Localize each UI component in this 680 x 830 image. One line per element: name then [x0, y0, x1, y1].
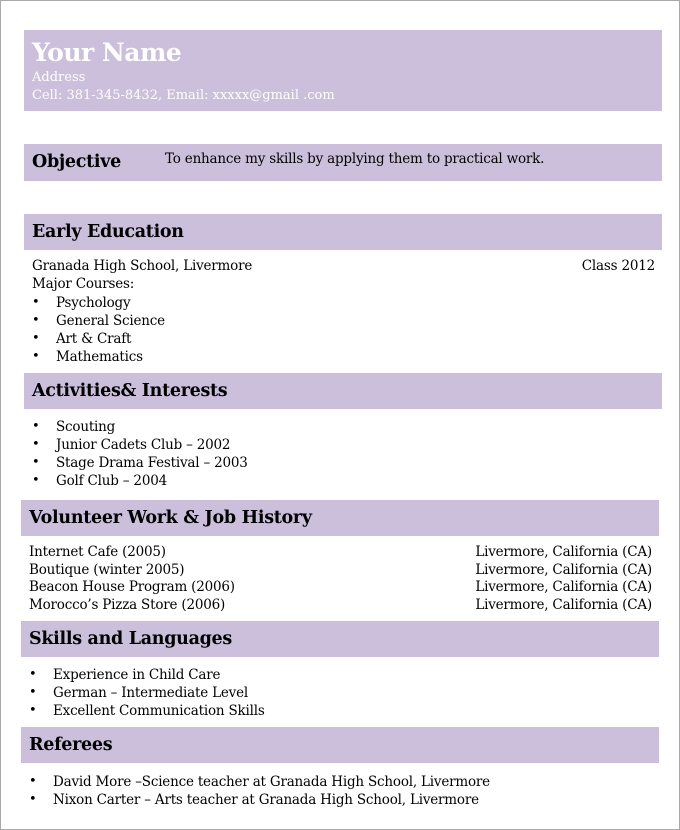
list-item: • Scouting [32, 418, 248, 436]
contact-line: Cell: 381-345-8432, Email: xxxxx@gmail .com [32, 88, 335, 103]
table-row [29, 597, 652, 615]
job-place: Internet Cafe (2005) [29, 544, 166, 560]
table-row [29, 544, 652, 562]
list-item: • Junior Cadets Club – 2002 [32, 436, 248, 454]
courses-list [32, 294, 165, 366]
list-item: • Experience in Child Care [29, 666, 265, 684]
referees-title: Referees [29, 735, 113, 755]
list-item: • German – Intermediate Level [29, 684, 265, 702]
skills-title: Skills and Languages [29, 629, 232, 649]
list-item: • Golf Club – 2004 [32, 472, 248, 490]
objective-text: To enhance my skills by applying them to practical work. [165, 151, 545, 167]
job-place: Beacon House Program (2006) [29, 579, 235, 595]
activities-title: Activities& Interests [32, 381, 228, 401]
table-row [29, 562, 652, 580]
table-row [29, 579, 652, 597]
address-line: Address [32, 70, 86, 85]
job-location: Livermore, California (CA) [475, 561, 652, 578]
list-item: • Art & Craft [32, 330, 165, 348]
list-item: • Psychology [32, 294, 165, 312]
list-item: • Nixon Carter – Arts teacher at Granada High School, Livermore [29, 791, 490, 809]
job-place: Morocco’s Pizza Store (2006) [29, 596, 226, 613]
volunteer-rows [29, 544, 652, 614]
list-item: • General Science [32, 312, 165, 330]
class-year: Class 2012 [581, 258, 655, 274]
list-item: • Excellent Communication Skills [29, 702, 265, 720]
job-place: Boutique (winter 2005) [29, 561, 185, 578]
list-item: • Stage Drama Festival – 2003 [32, 454, 248, 472]
objective-title: Objective [32, 152, 121, 172]
major-courses-label: Major Courses: [32, 276, 135, 292]
school-name: Granada High School, Livermore [32, 258, 253, 274]
list-item: • Mathematics [32, 348, 165, 366]
job-location: Livermore, California (CA) [475, 544, 652, 560]
referees-list [29, 773, 490, 809]
activities-list [32, 418, 248, 490]
job-location: Livermore, California (CA) [475, 596, 652, 613]
volunteer-title: Volunteer Work & Job History [29, 508, 312, 528]
skills-list [29, 666, 265, 720]
job-location: Livermore, California (CA) [475, 579, 652, 595]
candidate-name: Your Name [32, 38, 182, 67]
list-item: • David More –Science teacher at Granada High School, Livermore [29, 773, 490, 791]
referees-band [21, 727, 659, 763]
education-title: Early Education [32, 222, 184, 242]
